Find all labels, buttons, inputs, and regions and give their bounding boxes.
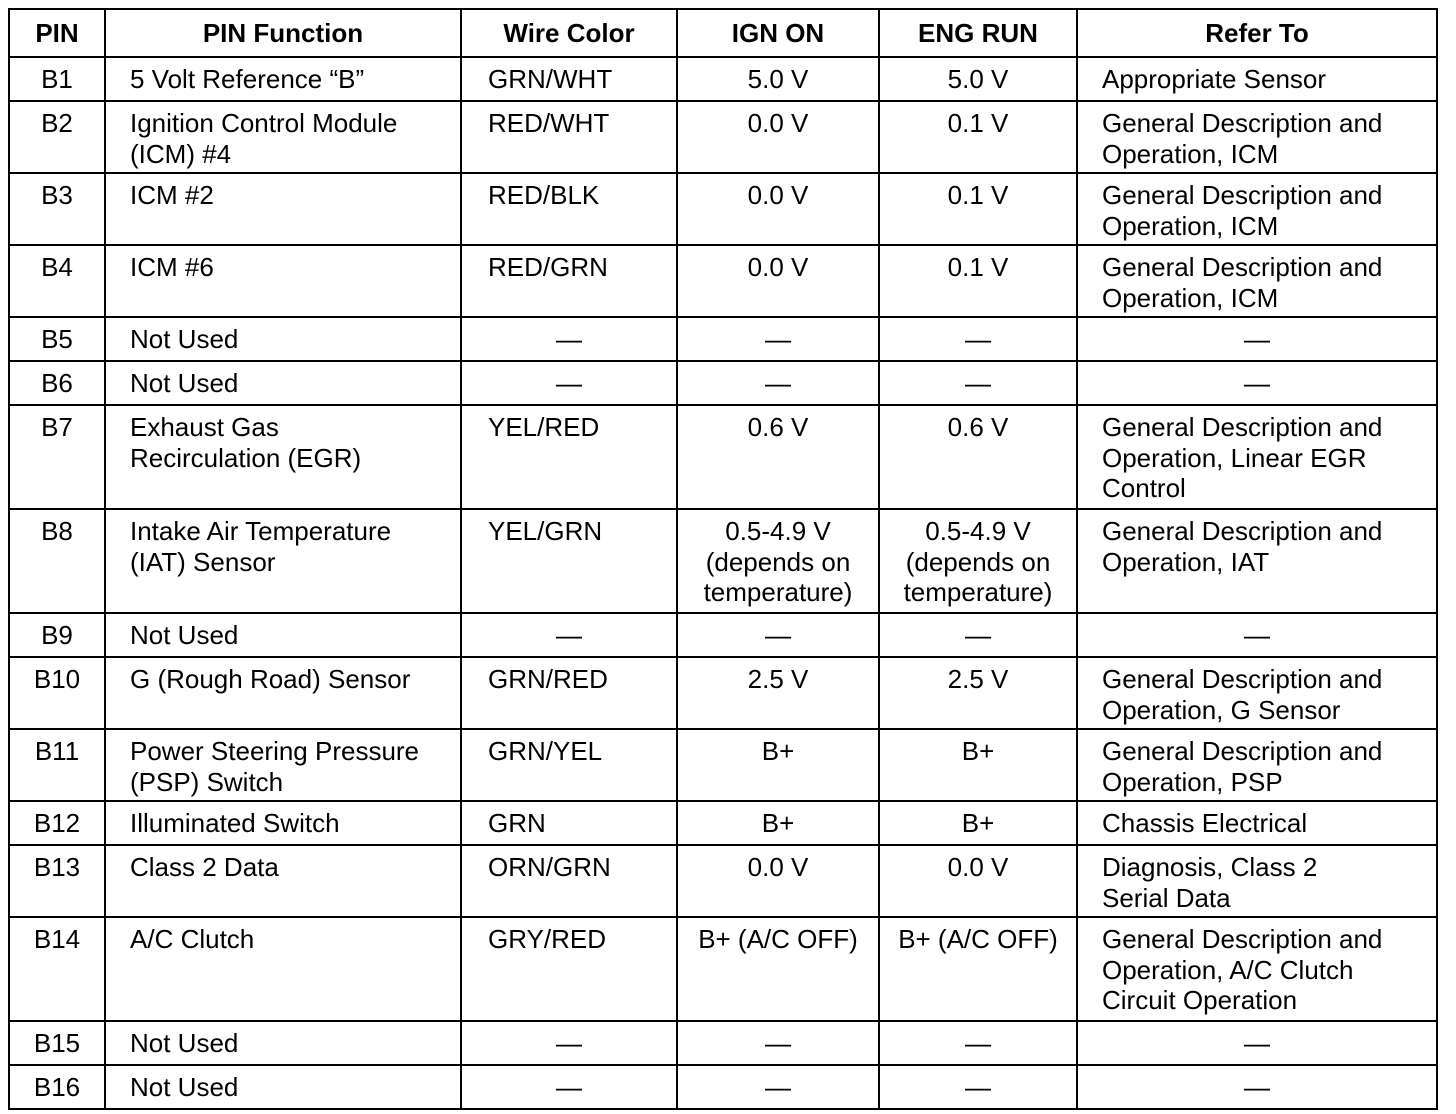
ign-on-cell	[677, 613, 879, 657]
table-row	[9, 1065, 1437, 1109]
header-wire-color: Wire Color	[461, 9, 677, 57]
refer-to-cell	[1077, 173, 1437, 245]
pin-function-table	[8, 8, 1438, 1110]
refer-to-cell	[1077, 613, 1437, 657]
pin-function-cell	[105, 101, 461, 173]
wire-color-cell	[461, 657, 677, 729]
refer-to-cell-text: General Description and Operation, Linear EGR Control	[1102, 412, 1383, 504]
pin-cell	[9, 361, 105, 405]
ign-on-cell	[677, 845, 879, 917]
refer-to-cell	[1077, 101, 1437, 173]
table-header-row	[9, 9, 1437, 57]
eng-run-cell	[879, 845, 1077, 917]
wire-color-cell	[461, 317, 677, 361]
pin-function-cell	[105, 245, 461, 317]
wire-color-cell	[461, 1021, 677, 1065]
table-body	[9, 57, 1437, 1109]
pin-function-cell-text: ICM #2	[130, 180, 214, 210]
pin-cell-text: B8	[41, 516, 73, 546]
pin-cell	[9, 729, 105, 801]
eng-run-cell	[879, 801, 1077, 845]
refer-to-cell-text: Chassis Electrical	[1102, 808, 1308, 838]
ign-on-cell-text: 5.0 V	[747, 64, 809, 94]
pin-cell	[9, 405, 105, 509]
ign-on-cell-text: B+	[761, 808, 795, 838]
refer-to-cell	[1077, 317, 1437, 361]
eng-run-cell-text: —	[965, 1028, 991, 1058]
eng-run-cell	[879, 57, 1077, 101]
pin-function-cell-text: Not Used	[130, 368, 239, 398]
pin-function-cell	[105, 613, 461, 657]
pin-cell	[9, 173, 105, 245]
pin-cell-text: B10	[33, 664, 81, 694]
ign-on-cell	[677, 317, 879, 361]
pin-cell-text: B2	[41, 108, 73, 138]
refer-to-cell-text: Diagnosis, Class 2 Serial Data	[1102, 852, 1318, 913]
pin-cell-text: B9	[41, 620, 73, 650]
eng-run-cell-text: —	[965, 368, 991, 398]
pin-cell	[9, 245, 105, 317]
refer-to-cell	[1077, 801, 1437, 845]
ign-on-cell-text: 0.0 V	[747, 108, 809, 138]
ign-on-cell	[677, 1065, 879, 1109]
table-row	[9, 361, 1437, 405]
pin-cell-text: B3	[41, 180, 73, 210]
refer-to-cell-text: General Description and Operation, A/C Clutch Circuit Operation	[1102, 924, 1383, 1016]
ign-on-cell	[677, 173, 879, 245]
wire-color-cell	[461, 1065, 677, 1109]
ign-on-cell	[677, 57, 879, 101]
ign-on-cell-text: —	[765, 1028, 791, 1058]
refer-to-cell-text: General Description and Operation, ICM	[1102, 180, 1383, 241]
refer-to-cell	[1077, 917, 1437, 1021]
pin-cell-text: B15	[33, 1028, 81, 1058]
ign-on-cell-text: B+ (A/C OFF)	[698, 924, 858, 954]
refer-to-cell	[1077, 245, 1437, 317]
wire-color-cell-text: ORN/GRN	[488, 852, 611, 882]
pin-cell-text: B1	[41, 64, 73, 94]
pin-function-cell	[105, 845, 461, 917]
pin-function-cell	[105, 509, 461, 613]
pin-cell	[9, 317, 105, 361]
table-row	[9, 509, 1437, 613]
eng-run-cell	[879, 657, 1077, 729]
header-ign-on: IGN ON	[677, 9, 879, 57]
eng-run-cell-text: 5.0 V	[947, 64, 1009, 94]
refer-to-cell-text: General Description and Operation, IAT	[1102, 516, 1383, 577]
pin-function-cell-text: Ignition Control Module (ICM) #4	[130, 108, 398, 169]
wire-color-cell	[461, 173, 677, 245]
wire-color-cell	[461, 101, 677, 173]
pin-cell-text: B4	[41, 252, 73, 282]
pin-function-cell-text: Class 2 Data	[130, 852, 279, 882]
ign-on-cell-text: —	[765, 1072, 791, 1102]
refer-to-cell-text: General Description and Operation, ICM	[1102, 252, 1383, 313]
eng-run-cell	[879, 509, 1077, 613]
header-pin: PIN	[9, 9, 105, 57]
eng-run-cell	[879, 1065, 1077, 1109]
pin-function-cell-text: G (Rough Road) Sensor	[130, 664, 411, 694]
eng-run-cell-text: —	[965, 1072, 991, 1102]
ign-on-cell-text: 0.0 V	[747, 252, 809, 282]
ign-on-cell-text: 0.6 V	[747, 412, 809, 442]
pin-function-cell	[105, 801, 461, 845]
wire-color-cell-text: RED/WHT	[488, 108, 610, 138]
pin-cell	[9, 57, 105, 101]
wire-color-cell-text: RED/GRN	[488, 252, 608, 282]
pin-cell	[9, 1065, 105, 1109]
ign-on-cell	[677, 1021, 879, 1065]
refer-to-cell	[1077, 1065, 1437, 1109]
table-row	[9, 657, 1437, 729]
eng-run-cell	[879, 405, 1077, 509]
wire-color-cell	[461, 801, 677, 845]
pin-function-cell-text: A/C Clutch	[130, 924, 255, 954]
refer-to-cell-text: General Description and Operation, ICM	[1102, 108, 1383, 169]
wire-color-cell-text: GRN/WHT	[488, 64, 613, 94]
wire-color-cell	[461, 405, 677, 509]
pin-cell-text: B13	[33, 852, 81, 882]
ign-on-cell	[677, 657, 879, 729]
pin-function-cell	[105, 657, 461, 729]
pin-cell	[9, 509, 105, 613]
refer-to-cell	[1077, 361, 1437, 405]
pin-cell	[9, 101, 105, 173]
eng-run-cell-text: 2.5 V	[947, 664, 1009, 694]
refer-to-cell	[1077, 509, 1437, 613]
refer-to-cell-text: General Description and Operation, G Sensor	[1102, 664, 1383, 725]
ign-on-cell	[677, 801, 879, 845]
pin-function-cell	[105, 729, 461, 801]
wire-color-cell-text: GRY/RED	[488, 924, 606, 954]
refer-to-cell	[1077, 1021, 1437, 1065]
pin-cell-text: B7	[41, 412, 73, 442]
table-row	[9, 801, 1437, 845]
eng-run-cell	[879, 173, 1077, 245]
pin-cell	[9, 801, 105, 845]
table-row	[9, 729, 1437, 801]
pin-cell	[9, 613, 105, 657]
pin-function-cell	[105, 57, 461, 101]
eng-run-cell	[879, 917, 1077, 1021]
header-refer-to: Refer To	[1077, 9, 1437, 57]
pin-cell-text: B12	[33, 808, 81, 838]
pin-cell-text: B6	[41, 368, 73, 398]
refer-to-cell	[1077, 57, 1437, 101]
pin-function-cell	[105, 361, 461, 405]
ign-on-cell-text: 0.5-4.9 V (depends on temperature)	[703, 516, 853, 608]
pin-function-cell-text: Not Used	[130, 324, 239, 354]
ign-on-cell-text: 0.0 V	[747, 180, 809, 210]
pin-function-cell-text: Not Used	[130, 620, 239, 650]
ign-on-cell-text: —	[765, 368, 791, 398]
table-row	[9, 917, 1437, 1021]
refer-to-cell-text: —	[1244, 368, 1270, 398]
pin-function-cell-text: Illuminated Switch	[130, 808, 340, 838]
wire-color-cell	[461, 57, 677, 101]
pin-cell	[9, 1021, 105, 1065]
pin-function-cell	[105, 405, 461, 509]
ign-on-cell-text: 2.5 V	[747, 664, 809, 694]
ign-on-cell	[677, 361, 879, 405]
pin-function-cell-text: Power Steering Pressure (PSP) Switch	[130, 736, 420, 797]
wire-color-cell-text: —	[556, 368, 582, 398]
refer-to-cell-text: —	[1244, 1072, 1270, 1102]
pin-function-cell	[105, 1021, 461, 1065]
ign-on-cell-text: 0.0 V	[747, 852, 809, 882]
refer-to-cell-text: General Description and Operation, PSP	[1102, 736, 1383, 797]
eng-run-cell	[879, 1021, 1077, 1065]
refer-to-cell-text: —	[1244, 324, 1270, 354]
table-row	[9, 1021, 1437, 1065]
pin-function-cell	[105, 173, 461, 245]
table-row	[9, 173, 1437, 245]
refer-to-cell-text: —	[1244, 1028, 1270, 1058]
wire-color-cell-text: RED/BLK	[488, 180, 600, 210]
wire-color-cell	[461, 729, 677, 801]
pin-function-cell	[105, 317, 461, 361]
pin-function-cell-text: Not Used	[130, 1028, 239, 1058]
refer-to-cell	[1077, 405, 1437, 509]
wire-color-cell	[461, 361, 677, 405]
table-row	[9, 845, 1437, 917]
wire-color-cell-text: —	[556, 1028, 582, 1058]
pin-function-cell-text: 5 Volt Reference “B”	[130, 64, 365, 94]
pin-function-cell-text: ICM #6	[130, 252, 214, 282]
wire-color-cell-text: —	[556, 1072, 582, 1102]
pin-cell	[9, 657, 105, 729]
wire-color-cell	[461, 509, 677, 613]
eng-run-cell	[879, 245, 1077, 317]
refer-to-cell-text: —	[1244, 620, 1270, 650]
eng-run-cell	[879, 317, 1077, 361]
pin-cell-text: B5	[41, 324, 73, 354]
wire-color-cell	[461, 845, 677, 917]
pin-cell	[9, 917, 105, 1021]
table-row	[9, 245, 1437, 317]
eng-run-cell-text: 0.1 V	[947, 252, 1009, 282]
eng-run-cell-text: 0.0 V	[947, 852, 1009, 882]
wire-color-cell-text: YEL/RED	[488, 412, 600, 442]
header-eng-run: ENG RUN	[879, 9, 1077, 57]
ign-on-cell	[677, 729, 879, 801]
refer-to-cell	[1077, 657, 1437, 729]
pin-cell-text: B11	[34, 736, 80, 766]
table-row	[9, 101, 1437, 173]
eng-run-cell-text: —	[965, 620, 991, 650]
ign-on-cell	[677, 917, 879, 1021]
ign-on-cell-text: —	[765, 620, 791, 650]
wire-color-cell-text: —	[556, 324, 582, 354]
eng-run-cell	[879, 101, 1077, 173]
refer-to-cell	[1077, 845, 1437, 917]
ign-on-cell	[677, 101, 879, 173]
table-row	[9, 405, 1437, 509]
pin-cell	[9, 845, 105, 917]
table-row	[9, 613, 1437, 657]
wire-color-cell	[461, 613, 677, 657]
pin-function-cell-text: Exhaust Gas Recirculation (EGR)	[130, 412, 362, 473]
refer-to-cell-text: Appropriate Sensor	[1102, 64, 1327, 94]
ign-on-cell	[677, 509, 879, 613]
header-function: PIN Function	[105, 9, 461, 57]
ign-on-cell	[677, 245, 879, 317]
ign-on-cell	[677, 405, 879, 509]
wire-color-cell-text: YEL/GRN	[488, 516, 603, 546]
eng-run-cell-text: B+	[961, 736, 995, 766]
eng-run-cell-text: B+ (A/C OFF)	[898, 924, 1058, 954]
eng-run-cell-text: B+	[961, 808, 995, 838]
refer-to-cell	[1077, 729, 1437, 801]
table-row	[9, 57, 1437, 101]
table-row	[9, 317, 1437, 361]
pin-function-cell-text: Not Used	[130, 1072, 239, 1102]
eng-run-cell-text: 0.1 V	[947, 180, 1009, 210]
wire-color-cell-text: —	[556, 620, 582, 650]
ign-on-cell-text: —	[765, 324, 791, 354]
ign-on-cell-text: B+	[761, 736, 795, 766]
pin-function-cell	[105, 917, 461, 1021]
eng-run-cell-text: 0.5-4.9 V (depends on temperature)	[903, 516, 1053, 608]
eng-run-cell-text: 0.1 V	[947, 108, 1009, 138]
pin-cell-text: B16	[33, 1072, 81, 1102]
wire-color-cell-text: GRN/YEL	[488, 736, 603, 766]
eng-run-cell-text: —	[965, 324, 991, 354]
eng-run-cell	[879, 729, 1077, 801]
eng-run-cell-text: 0.6 V	[947, 412, 1009, 442]
eng-run-cell	[879, 613, 1077, 657]
pin-table-sheet	[8, 8, 1436, 1106]
pin-function-cell	[105, 1065, 461, 1109]
wire-color-cell	[461, 245, 677, 317]
eng-run-cell	[879, 361, 1077, 405]
wire-color-cell	[461, 917, 677, 1021]
pin-function-cell-text: Intake Air Temperature (IAT) Sensor	[130, 516, 392, 577]
pin-cell-text: B14	[33, 924, 81, 954]
wire-color-cell-text: GRN/RED	[488, 664, 608, 694]
wire-color-cell-text: GRN	[488, 808, 546, 838]
